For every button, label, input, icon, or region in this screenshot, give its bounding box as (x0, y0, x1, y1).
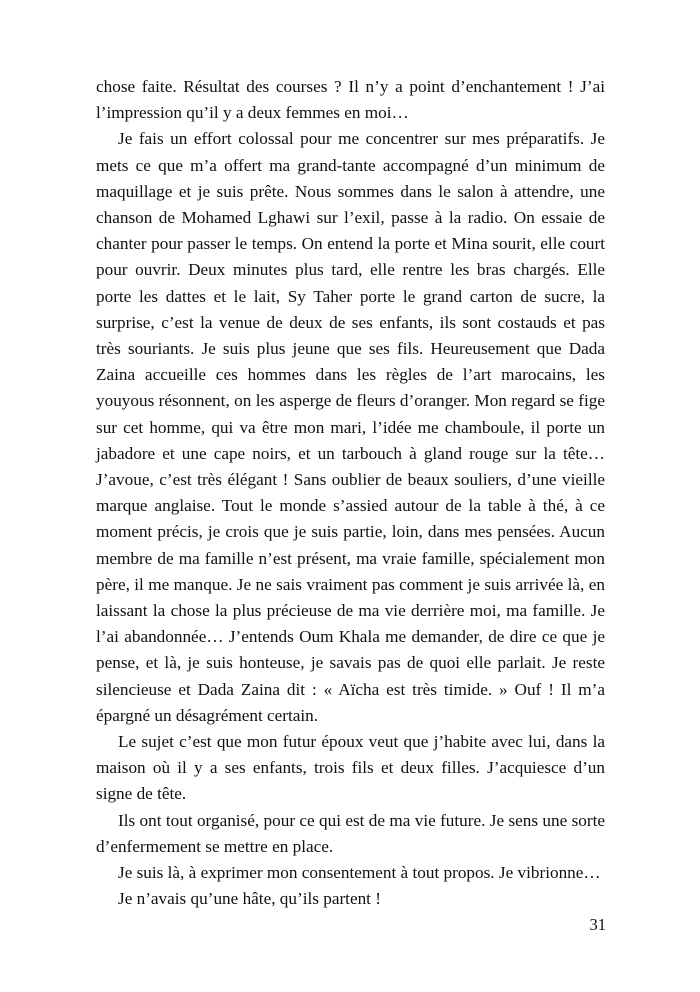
paragraph-haste: Je n’avais qu’une hâte, qu’ils partent ! (118, 889, 381, 909)
paragraph-future-spouse: Le sujet c’est que mon futur époux veut que j’habite avec lui, dans la maison où il y a ses enfants, trois fils et deux filles. J’acquiesce d’un signe de tête. (96, 732, 605, 804)
page-text (96, 74, 605, 913)
paragraph-continuation: chose faite. Résultat des courses ? Il n’y a point d’enchantement ! J’ai l’impression qu’il y a deux femmes en moi… (96, 77, 605, 123)
paragraph-organized: Ils ont tout organisé, pour ce qui est de ma vie future. Je sens une sorte d’enfermement se mettre en place. (96, 810, 605, 856)
paragraph-consent: Je suis là, à exprimer mon consentement à tout propos. Je vibrionne… (118, 863, 601, 883)
page-number: 31 (589, 915, 606, 934)
paragraph-preparations: Je fais un effort colossal pour me concentrer sur mes préparatifs. Je mets ce que m’a offert ma grand-tante accompagné d’un minimum de maquillage et je suis prête. Nous sommes dans le salon à attendre, une chanson de Mohamed Lghawi sur l’exil, passe à la radio. On essaie de chanter pour passer le temps. On entend la porte et Mina sourit, elle court pour ouvrir. Deux minutes plus tard, elle rentre les bras chargés. Elle porte les dattes et le lait, Sy Taher porte le grand carton de sucre, la surprise, c’est la venue de deux de ses enfants, ils sont costauds et pas très souriants. Je suis plus jeune que ses fils. Heureusement que Dada Zaina accueille ces hommes dans les règles de l’art marocains, les youyous résonnent, on les asperge de fleurs d’oranger. Mon regard se fige sur cet homme, qui va être mon mari, l’idée me chamboule, il porte un jabadore et une cape noirs, et un tarbouch à gland rouge sur la tête… J’avoue, c’est très élégant ! Sans oublier de beaux souliers, d’une vieille marque anglaise. Tout le monde s’assied autour de la table à thé, à ce moment précis, je crois que je suis partie, loin, dans mes pensées. Aucun membre de ma famille n’est présent, ma vraie famille, spécialement mon père, il me manque. Je ne sais vraiment pas comment je suis arrivée là, en laissant la chose la plus précieuse de ma vie derrière moi, ma famille. Je l’ai abandonnée… J’entends Oum Khala me demander, de dire ce que je pense, et là, je suis honteuse, je savais pas de quoi elle parlait. Je reste silencieuse et Dada Zaina dit : « Aïcha est très timide. » Ouf ! Il m’a épargné un désagrément certain. (96, 129, 605, 725)
